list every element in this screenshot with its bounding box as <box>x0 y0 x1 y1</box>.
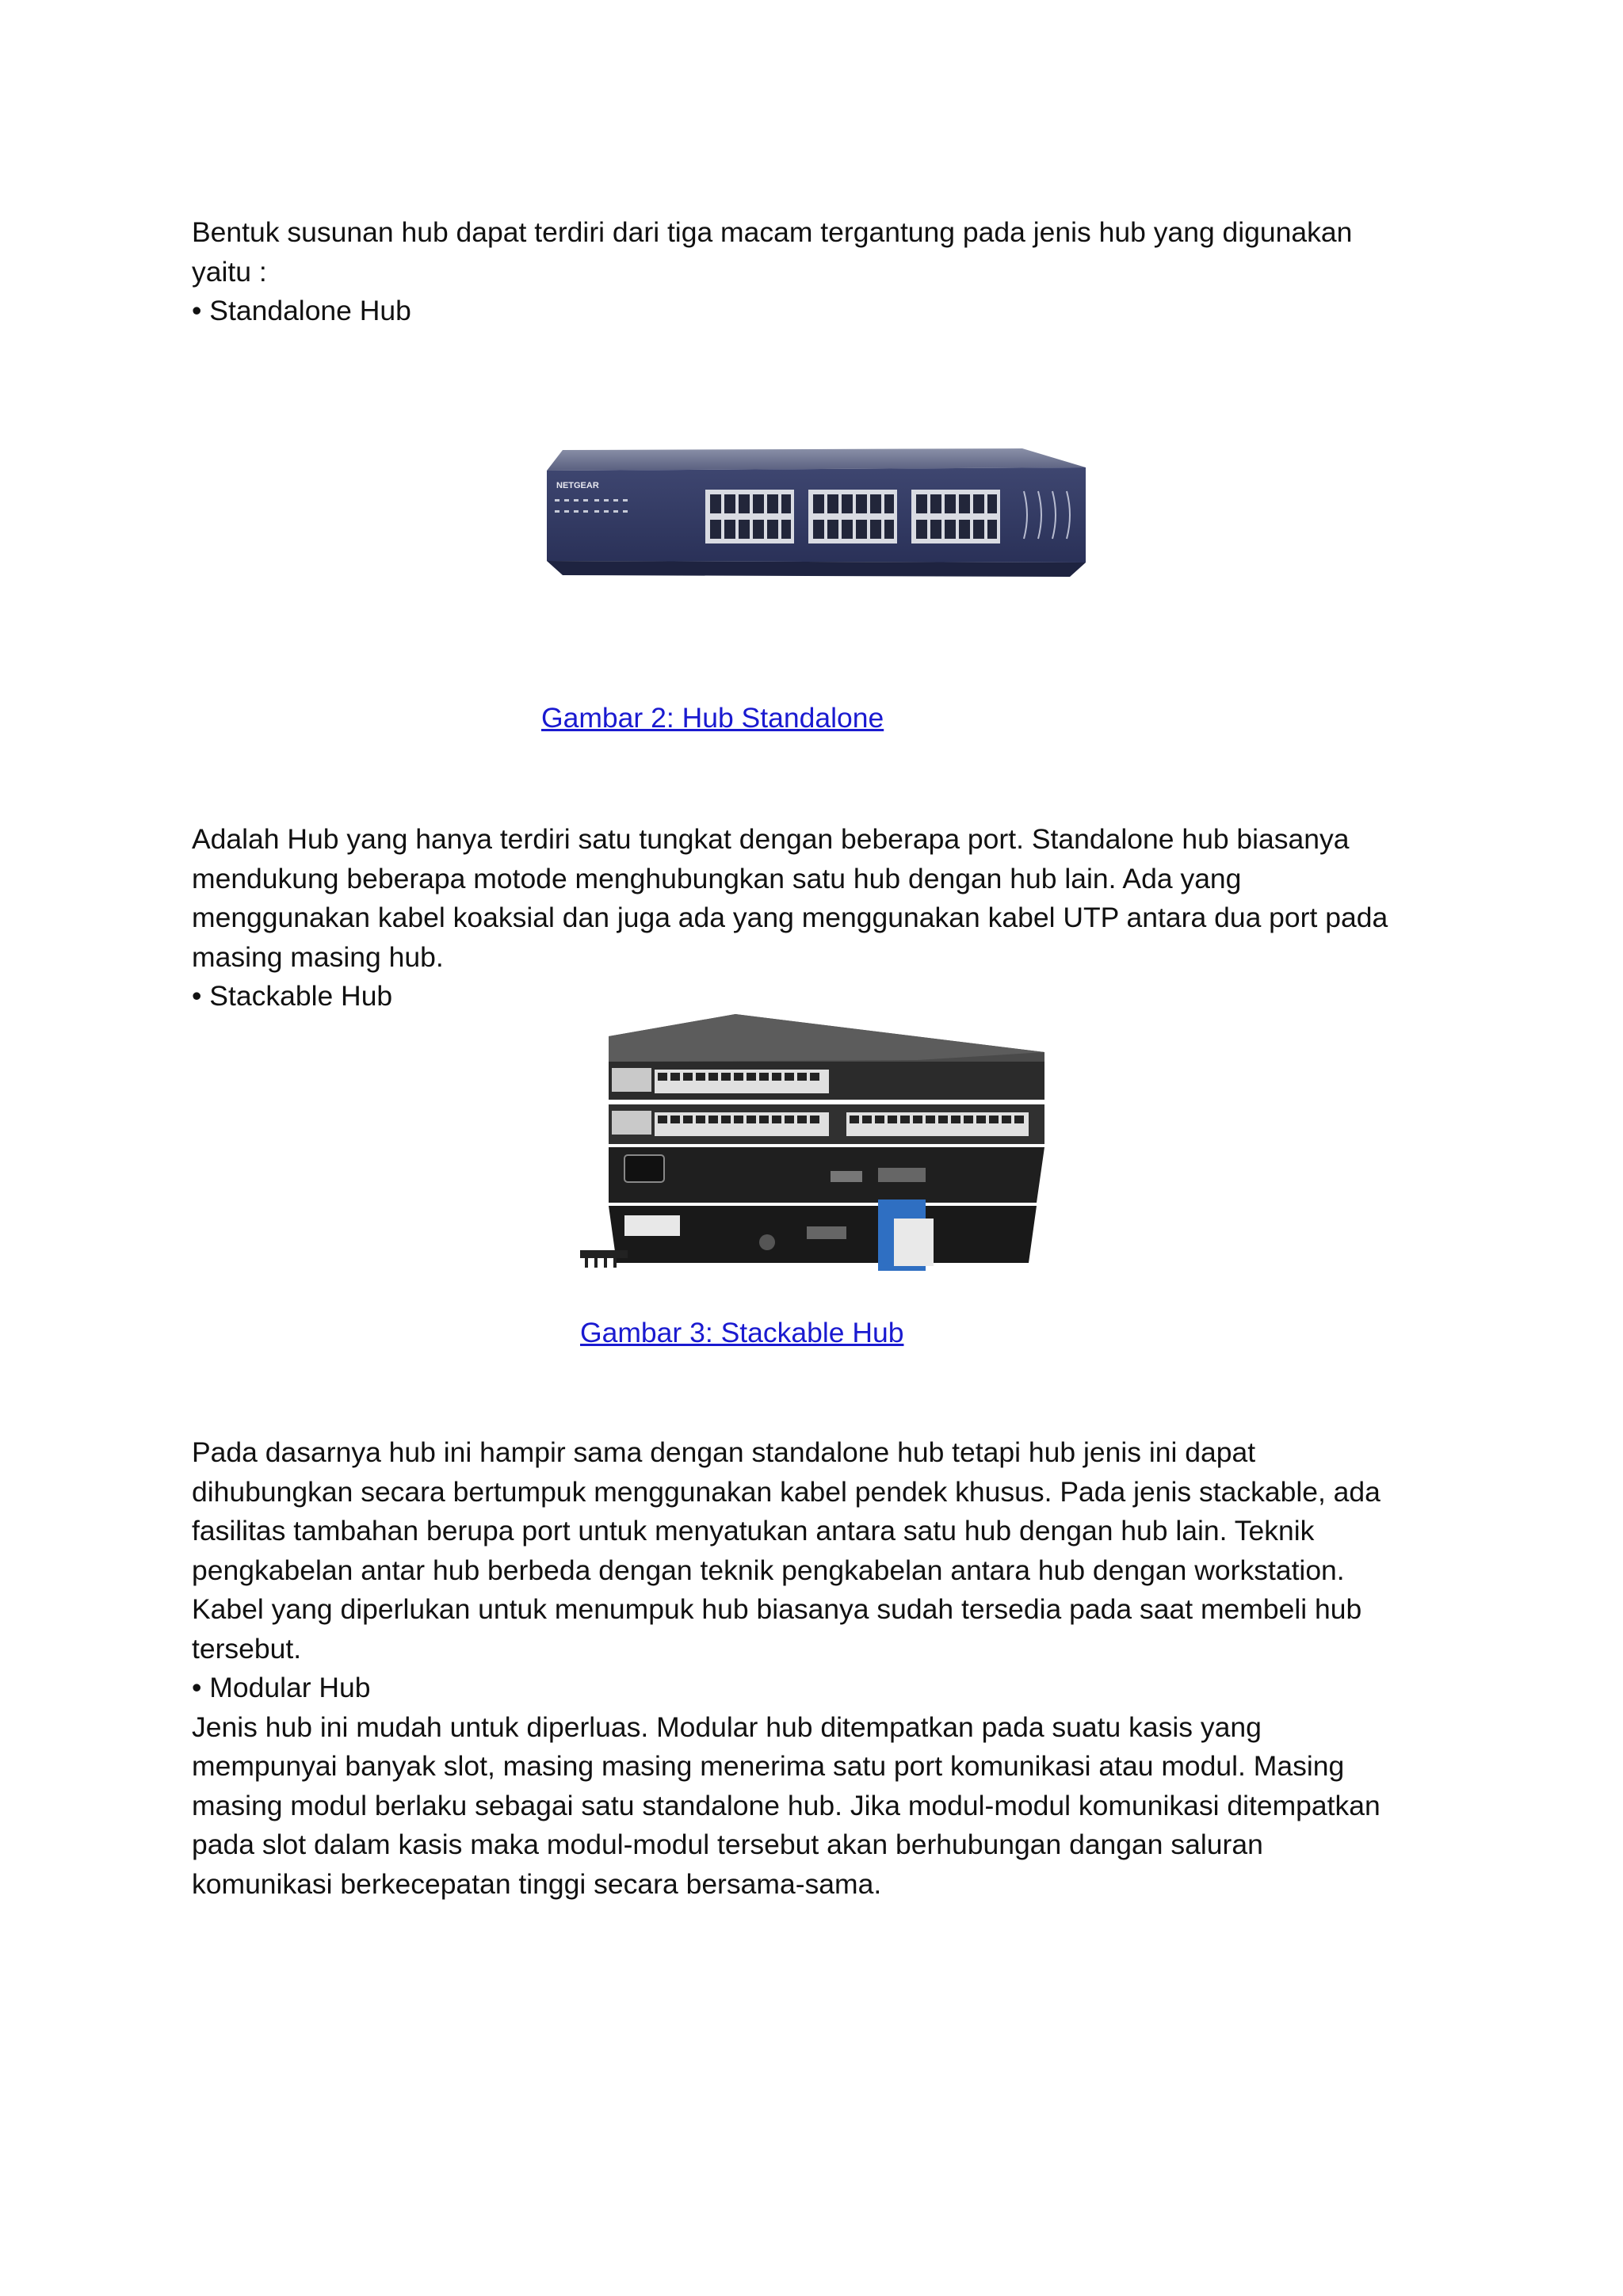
text-line: mempunyai banyak slot, masing masing menerima satu port komunikasi atau modul. Masing <box>192 1750 1345 1782</box>
text-line: Adalah Hub yang hanya terdiri satu tungkat dengan beberapa port. Standalone hub biasanya <box>192 823 1350 855</box>
text-line: • Stackable Hub <box>192 980 393 1012</box>
stackable-hub-image <box>577 1013 1052 1282</box>
text-line: Pada dasarnya hub ini hampir sama dengan standalone hub tetapi hub jenis ini dapat <box>192 1436 1256 1468</box>
stackable-modular-paragraph <box>192 1433 1476 1904</box>
text-line: menggunakan kabel koaksial dan juga ada yang menggunakan kabel UTP antara dua port pada <box>192 902 1388 933</box>
standalone-paragraph <box>192 820 1476 1016</box>
text-line: tersebut. <box>192 1632 302 1665</box>
text-line: masing modul berlaku sebagai satu standalone hub. Jika modul-modul komunikasi ditempatkan <box>192 1789 1381 1821</box>
text-line: pada slot dalam kasis maka modul-modul tersebut akan berhubungan dangan saluran <box>192 1829 1263 1860</box>
text-line: fasilitas tambahan berupa port untuk menyatukan antara satu hub dengan hub lain. Teknik <box>192 1515 1315 1547</box>
text-line: • Standalone Hub <box>192 295 411 326</box>
text-line: pengkabelan antar hub berbeda dengan teknik pengkabelan antara hub dengan workstation. <box>192 1554 1345 1586</box>
text-line: Kabel yang diperlukan untuk menumpuk hub biasanya sudah tersedia pada saat membeli hub <box>192 1593 1362 1625</box>
text-line: yaitu : <box>192 255 267 288</box>
text-line: komunikasi berkecepatan tinggi secara bersama-sama. <box>192 1867 882 1900</box>
port-group <box>911 490 1000 543</box>
text-line: dihubungkan secara bertumpuk menggunakan kabel pendek khusus. Pada jenis stackable, ada <box>192 1475 1381 1508</box>
text-line: mendukung beberapa motode menghubungkan satu hub dengan hub lain. Ada yang <box>192 862 1242 894</box>
text-line: • Modular Hub <box>192 1672 371 1703</box>
brand-label: NETGEAR <box>556 481 599 490</box>
port-group <box>808 490 897 543</box>
figure-2-caption[interactable]: Gambar 2: Hub Standalone <box>541 702 884 734</box>
figure-3-caption[interactable]: Gambar 3: Stackable Hub <box>580 1317 904 1348</box>
text-line: Bentuk susunan hub dapat terdiri dari tiga macam tergantung pada jenis hub yang digunakan <box>192 216 1353 248</box>
text-line: masing masing hub. <box>192 940 444 973</box>
port-group <box>705 490 794 543</box>
standalone-hub-image <box>539 444 1094 586</box>
intro-paragraph <box>192 213 1476 331</box>
text-line: Jenis hub ini mudah untuk diperluas. Modular hub ditempatkan pada suatu kasis yang <box>192 1711 1262 1743</box>
